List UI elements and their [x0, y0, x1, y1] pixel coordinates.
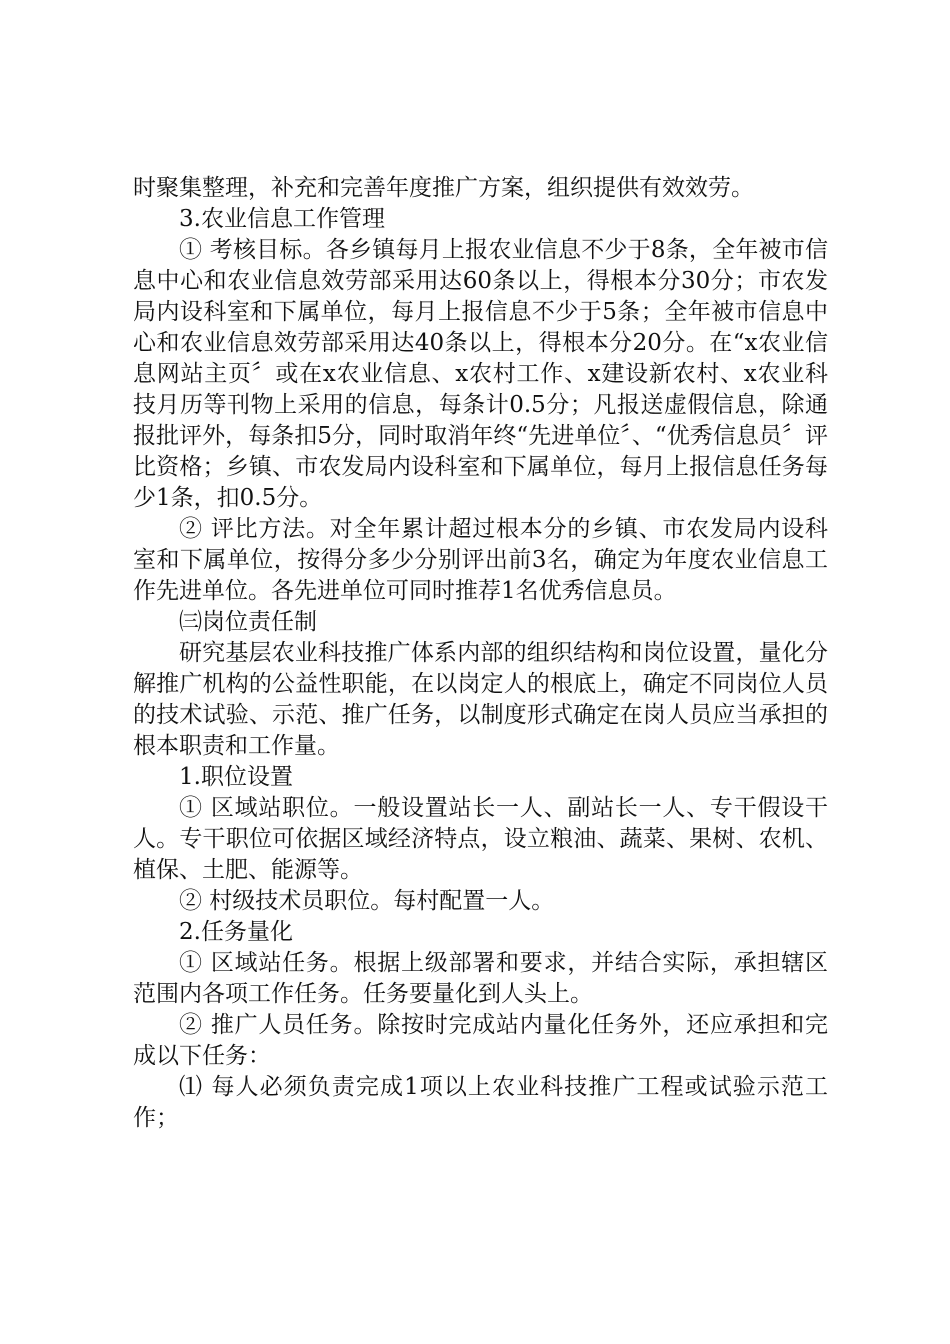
section-heading: 1.职位设置	[179, 764, 293, 790]
paragraph: ② 村级技术员职位。每村配置一人。	[179, 888, 555, 914]
paragraph: ② 推广人员任务。除按时完成站内量化任务外，还应承担和完成以下任务：	[133, 1012, 828, 1069]
paragraph: ① 区域站职位。一般设置站长一人、副站长一人、专干假设干人。专干职位可依据区域经济特点，设立粮油、蔬菜、果树、农机、植保、土肥、能源等。	[133, 795, 828, 883]
paragraph: 研究基层农业科技推广体系内部的组织结构和岗位设置，量化分解推广机构的公益性职能，在以岗定人的根底上，确定不同岗位人员的技术试验、示范、推广任务，以制度形式确定在岗人员应当承担的根本职责和工作量。	[133, 640, 828, 759]
section-heading: 2.任务量化	[179, 919, 293, 945]
paragraph: ① 区域站任务。根据上级部署和要求，并结合实际，承担辖区范围内各项工作任务。任务要量化到人头上。	[133, 950, 828, 1007]
paragraph: ⑴ 每人必须负责完成1项以上农业科技推广工程或试验示范工作；	[133, 1074, 828, 1131]
document-body	[133, 173, 828, 1134]
section-heading: ㈢岗位责任制	[179, 609, 317, 635]
paragraph: 时聚集整理，补充和完善年度推广方案，组织提供有效效劳。	[133, 175, 754, 201]
paragraph: ① 考核目标。各乡镇每月上报农业信息不少于8条，全年被市信息中心和农业信息效劳部采用达60条以上，得根本分30分；市农发局内设科室和下属单位，每月上报信息不少于5条；全年被市信息中心和农业信息效劳部采用达40条以上，得根本分20分。在“x农业信息网站主页〞或在x农业信息、x农村工作、x建设新农村、x农业科技月历等刊物上采用的信息，每条计0.5分；凡报送虚假信息，除通报批评外，每条扣5分，同时取消年终“先进单位〞、“优秀信息员〞评比资格；乡镇、市农发局内设科室和下属单位，每月上报信息任务每少1条，扣0.5分。	[133, 237, 828, 511]
section-heading: 3.农业信息工作管理	[179, 206, 385, 232]
paragraph: ② 评比方法。对全年累计超过根本分的乡镇、市农发局内设科室和下属单位，按得分多少分别评出前3名，确定为年度农业信息工作先进单位。各先进单位可同时推荐1名优秀信息员。	[133, 516, 828, 604]
